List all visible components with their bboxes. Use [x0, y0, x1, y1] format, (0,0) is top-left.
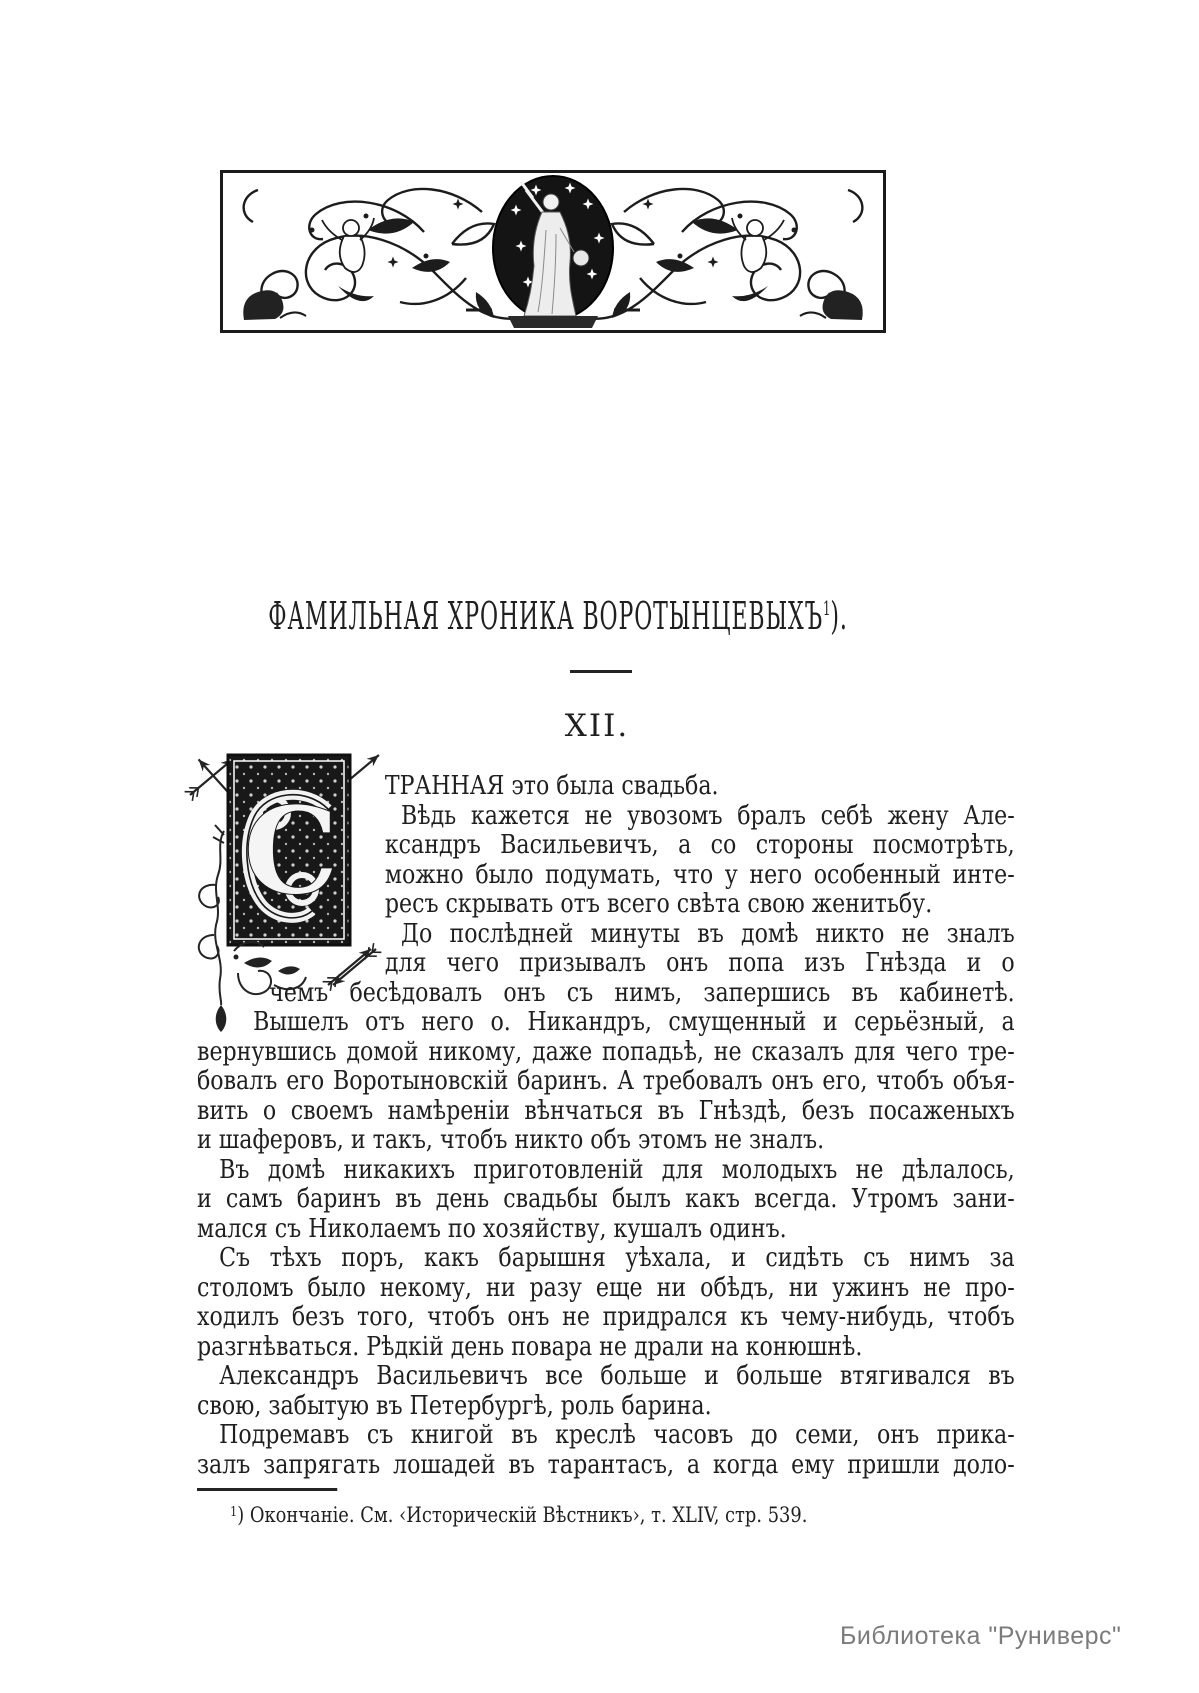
body-text-line: Александръ Васильевичъ все больше и больше втягивался въ: [219, 1361, 1015, 1391]
library-watermark: Библиотека "Руниверс": [840, 1622, 1122, 1650]
header-ornament-engraving: [220, 170, 886, 333]
footnote-divider-rule: [197, 1488, 337, 1491]
body-text-line: Вѣдь кажется не увозомъ бралъ себѣ жену Але-: [401, 800, 1015, 831]
dropcap-letter: С: [243, 781, 339, 922]
body-text-line: Подремавъ съ книгой въ креслѣ часовъ до семи, онъ прика-: [219, 1420, 1015, 1450]
body-text-line: и шаферовъ, и такъ, чтобъ никто объ этомъ не зналъ.: [197, 1125, 825, 1155]
body-text-line: залъ запрягать лошадей въ тарантасъ, а когда ему пришли доло-: [197, 1449, 1015, 1480]
body-text-line: Въ домѣ никакихъ приготовленій для молодыхъ не дѣлалось,: [219, 1154, 1015, 1185]
body-text-line: столомъ было некому, ни разу еще ни обѣдъ, ни ужинъ не про-: [197, 1272, 1015, 1303]
title-text: ФАМИЛЬНАЯ ХРОНИКА ВОРОТЫНЦЕВЫХЪ: [268, 594, 823, 638]
body-text-line: ксандръ Васильевичъ, а со стороны посмотрѣть,: [384, 830, 1015, 860]
body-text-line: До послѣдней минуты въ домѣ никто не зналъ: [401, 918, 1015, 949]
body-text-line: Вышелъ отъ него о. Никандръ, смущенный и серьёзный, а: [253, 1007, 1015, 1037]
page-title: [268, 594, 1199, 638]
title-suffix: ).: [830, 594, 848, 638]
body-text-line: ресъ скрывать отъ всего свѣта свою женитьбу.: [384, 889, 933, 919]
body-text-line: чемъ бесѣдовалъ онъ съ нимъ, запершись въ кабинетѣ.: [269, 977, 1015, 1008]
body-text-line: и самъ баринъ въ день свадьбы былъ какъ всегда. Утромъ зани-: [197, 1184, 1015, 1214]
body-text-line: свою, забытую въ Петербургѣ, роль барина.: [197, 1390, 712, 1421]
body-text-line: можно было подумать, что у него особенный инте-: [384, 859, 1015, 890]
body-text-line: Съ тѣхъ поръ, какъ барышня уѣхала, и сидѣть съ нимъ за: [219, 1243, 1015, 1273]
medallion-figure: [466, 176, 640, 328]
body-text-line: мался съ Николаемъ по хозяйству, кушалъ одинъ.: [197, 1213, 787, 1244]
body-text-line: бовалъ его Воротыновскій баринъ. А требовалъ онъ его, чтобъ объя-: [197, 1066, 1015, 1096]
title-divider-rule: [570, 670, 632, 673]
body-text-line: вить о своемъ намѣреніи вѣнчаться въ Гнѣздѣ, безъ посаженыхъ: [197, 1095, 1015, 1126]
body-text-line: разгнѣваться. Рѣдкій день повара не драли на конюшнѣ.: [197, 1331, 863, 1362]
body-text-column: [197, 772, 1015, 1528]
footnote: [230, 1500, 1015, 1528]
body-text-line: ТРАННАЯ это была свадьба.: [384, 771, 719, 801]
title-footnote-ref: 1: [822, 596, 831, 620]
body-text-line: вернувшись домой никому, даже попадьѣ, не сказалъ для чего тре-: [197, 1036, 1015, 1067]
body-text-line: ходилъ безъ того, чтобъ онъ не придрался къ чему-нибудь, чтобъ: [197, 1302, 1015, 1332]
footnote-marker: 1: [230, 1505, 238, 1520]
chapter-heading: XII.: [564, 708, 630, 744]
footnote-text: ) Окончаніе. См. ‹Историческій Вѣстникъ›, т. XLIV, стр. 539.: [237, 1503, 808, 1527]
body-text-line: для чего призывалъ онъ попа изъ Гнѣзда и о: [384, 948, 1015, 978]
